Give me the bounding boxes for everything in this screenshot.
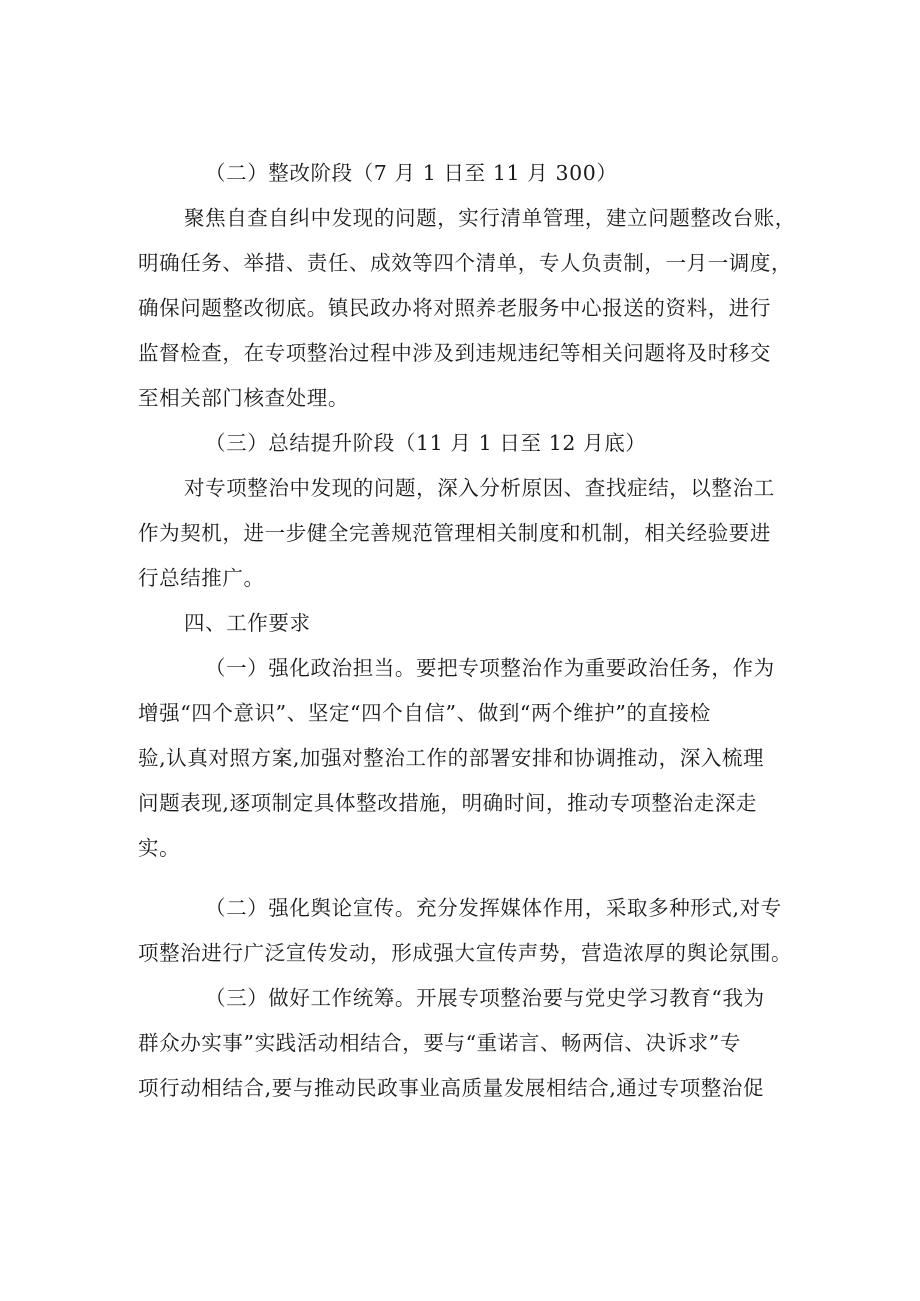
section-2-line-4: 监督检查，在专项整治过程中涉及到违规违纪等相关问题将及时移交	[138, 341, 771, 365]
req-2-line-2: 项整治进行广泛宣传发动，形成强大宣传声势，营造浓厚的舆论氛围。	[138, 941, 793, 965]
section-3-line-1: 对专项整治中发现的问题，深入分析原因、查找症结，以整治工	[184, 476, 775, 500]
section-2-line-1: 聚焦自查自纠中发现的问题，实行清单管理，建立问题整改台账，	[184, 206, 796, 230]
part-4-heading: 四、工作要求	[184, 611, 311, 635]
req-3-line-2: 群众办实事”实践活动相结合，要与“重诺言、畅两信、决诉求”专	[138, 1031, 741, 1055]
req-1-line-4: 问题表现,逐项制定具体整改措施，明确时间，推动专项整治走深走	[138, 791, 758, 815]
section-2-heading: （二）整改阶段（7 月 1 日至 11 月 300）	[205, 161, 618, 185]
req-2-line-1: （二）强化舆论宣传。充分发挥媒体作用，采取多种形式,对专	[205, 896, 782, 920]
section-2-line-5: 至相关部门核查处理。	[138, 386, 349, 410]
req-3-line-1: （三）做好工作统筹。开展专项整治要与党史学习教育“我为	[205, 986, 765, 1010]
section-3-heading: （三）总结提升阶段（11 月 1 日至 12 月底）	[205, 431, 647, 455]
req-1-line-5: 实。	[138, 836, 181, 860]
section-2-line-3: 确保问题整改彻底。镇民政办将对照养老服务中心报送的资料，进行	[138, 296, 771, 320]
section-2-line-2: 明确任务、举措、责任、成效等四个清单，专人负责制，一月一调度，	[138, 251, 793, 275]
req-1-line-3: 验,认真对照方案,加强对整治工作的部署安排和协调推动，深入梳理	[138, 746, 765, 770]
req-1-line-1: （一）强化政治担当。要把专项整治作为重要政治任务，作为	[205, 656, 775, 680]
section-3-line-3: 行总结推广。	[138, 566, 265, 590]
section-3-line-2: 作为契机，进一步健全完善规范管理相关制度和机制，相关经验要进	[138, 521, 771, 545]
req-1-line-2: 增强“四个意识”、坚定“四个自信”、做到“两个维护”的直接检	[138, 701, 711, 725]
req-3-line-3: 项行动相结合,要与推动民政事业高质量发展相结合,通过专项整治促	[138, 1076, 765, 1100]
